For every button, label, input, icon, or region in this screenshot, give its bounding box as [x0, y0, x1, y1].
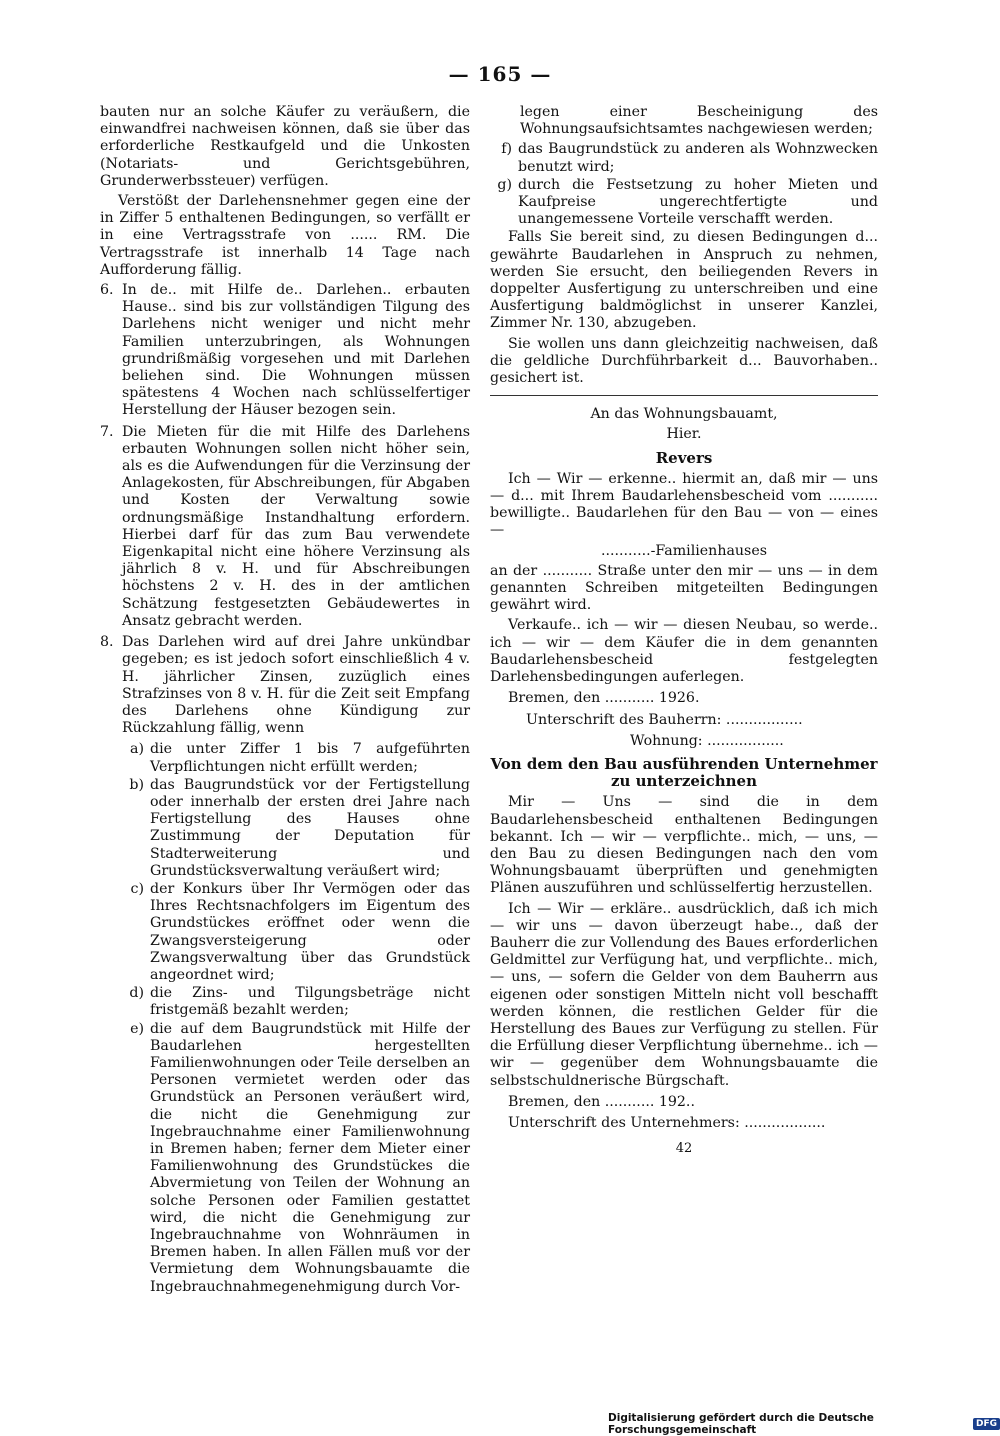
- residence-line: Wohnung: .................: [630, 732, 784, 749]
- penalty-paragraph: Verstößt der Darlehensnehmer gegen eine der in Ziffer 5 enthaltenen Bedingungen, so verfällt er in eine Vertragsstrafe von ...... RM. Die Vertragsstrafe ist innerhalb 14 Tage nach Aufforderung fällig.: [100, 193, 470, 278]
- footer-text: Digitalisierung gefördert durch die Deutsche Forschungsgemeinschaft: [608, 1412, 874, 1436]
- subitem-f: f) das Baugrundstück zu anderen als Wohnzwecken benutzt wird;: [501, 141, 878, 175]
- date-line-2: Bremen, den ........... 192..: [508, 1093, 695, 1110]
- address-line-1: An das Wohnungsbauamt,: [590, 406, 778, 423]
- subitem-d: d) die Zins- und Tilgungsbeträge nicht fristgemäß bezahlt werden;: [129, 985, 470, 1019]
- subitem-g: g) durch die Festsetzung zu hoher Mieten und Kaufpreise ungerechtfertigte und unangemessene Vorteile verschafft werden.: [497, 176, 878, 228]
- item-8-subitems: [122, 741, 470, 1296]
- contractor-paragraph-1: Mir — Uns — sind die in dem Baudarlehensbescheid enthaltenen Bedingungen bekannt. Ich — wir — verpflichte.. mich, — uns, — den Bau zu diesen Bedingungen nach den vom Wohnungsbauamt überprüften und genehmigten Plänen auszuführen und schlüsselfertig herzustellen.: [490, 794, 878, 897]
- address-line-2: Hier.: [666, 426, 702, 443]
- contractor-signature-line: Unterschrift des Unternehmers: ..................: [508, 1114, 826, 1131]
- subitem-c: c) der Konkurs über Ihr Vermögen oder das Ihres Rechtsnachfolgers im Eigentum des Grundstückes eröffnet oder wenn die Zwangsversteigerung oder Zwangsverwaltung über das Grundstück angeordnet wird;: [130, 880, 470, 983]
- subitem-b: b) das Baugrundstück vor der Fertigstellung oder innerhalb der ersten drei Jahre nach Fertigstellung des Hauses ohne Zustimmung der Deputation für Stadterweiterung und Grundstücksverwaltung veräußert wird;: [129, 776, 470, 879]
- item-8: 8. Das Darlehen wird auf drei Jahre unkündbar gegeben; es ist jedoch sofort einschließlich 4 v. H. jährlicher Zinsen, zuzüglich eines Strafzinses von 8 v. H. für die Zeit seit Empfang des Darlehens ohne Kündigung zur Rückzahlung fällig, wenn: [100, 634, 470, 737]
- page-number: — 165 —: [448, 62, 552, 86]
- owner-signature-line: Unterschrift des Bauherrn: .................: [526, 711, 803, 728]
- subitem-a: a) die unter Ziffer 1 bis 7 aufgeführten Verpflichtungen nicht erfüllt werden;: [130, 741, 470, 775]
- intro-paragraph: bauten nur an solche Käufer zu veräußern, die einwandfrei nachweisen können, daß sie über das erforderliche Restkaufgeld und die Unkosten (Notariats- und Gerichtsgebühren, Grunderwerbssteuer) verfügen.: [100, 104, 470, 189]
- item-6: 6. In de.. mit Hilfe de.. Darlehen.. erbauten Hause.. sind bis zur vollständigen Tilgung des Darlehens nicht weniger und nicht mehr Familien unterzubringen, als Wohnungen grundrißmäßig vorgesehen und mit Darlehen beliehen sind. Die Wohnungen müssen spätestens 4 Wochen nach schlüsselfertiger Herstellung der Häuser bezogen sein.: [100, 282, 470, 419]
- date-line-1: Bremen, den ........... 1926.: [508, 690, 700, 707]
- contractor-paragraph-2: Ich — Wir — erkläre.. ausdrücklich, daß ich mich — wir uns — davon überzeugt habe.., daß der Bauherr die zur Vollendung des Baues erforderlichen Geldmittel zur Verfügung hat, und verpflichte.. mich, — uns, — sofern die Gelder von dem Bauherrn aus eigenen oder sonstigen Mitteln nicht voll beschafft werden können, die restlichen Gelder für die Herstellung des Baues zur Verfügung zu stellen. Für die Erfüllung dieser Verpflichtung übernehme.. ich — wir — gegenüber dem Wohnungsbauamte die selbstschuldnerische Bürgschaft.: [490, 900, 878, 1089]
- revers-family-house: ...........-Familienhauses: [600, 542, 768, 559]
- subitem-e: e) die auf dem Baugrundstück mit Hilfe der Baudarlehen hergestellten Familienwohnungen oder Teile derselben an Personen vermietet werden oder das Grundstück an Personen veräußert wird, die nicht die Genehmigung zur Ingebrauchnahme einer Familienwohnung in Bremen haben; ferner dem Mieter einer Familienwohnung des Grundstückes die Abvermietung von Teilen der Wohnung an solche Personen oder Familien gestattet wird, die nicht die Genehmigung zur Ingebrauchnahme von Wohnräumen in Bremen haben. In allen Fällen muß vor der Vermietung dem Wohnungsbauamte die Ingebrauchnahmegenehmigung durch Vor-: [130, 1020, 470, 1295]
- dfg-logo-icon: DFG: [973, 1418, 1000, 1430]
- revers-paragraph-2: an der ........... Straße unter den mir — uns — in dem genannten Schreiben mitgeteilten Bedingungen gewährt wird.: [490, 562, 878, 614]
- revers-paragraph-1: Ich — Wir — erkenne.. hiermit an, daß mir — uns — d... mit Ihrem Baudarlehensbescheid vom ........... bewilligte.. Baudarlehen für den Bau — von — eines —: [490, 470, 878, 539]
- right-column: [490, 104, 878, 1157]
- subitem-e-continued: legen einer Bescheinigung des Wohnungsaufsichtsamtes nachgewiesen werden;: [520, 104, 878, 138]
- left-column: [100, 104, 470, 1297]
- section-divider: [490, 395, 878, 396]
- revers-paragraph-3: Verkaufe.. ich — wir — diesen Neubau, so werde.. ich — wir — dem Käufer die in dem genannten Baudarlehensbescheid festgelegten Darlehensbedingungen auferlegen.: [490, 617, 878, 686]
- funding-paragraph: Sie wollen uns dann gleichzeitig nachweisen, daß die geldliche Durchführbarkeit d... Bauvorhaben.. gesichert ist.: [490, 335, 878, 387]
- footer-credit: [608, 1412, 1000, 1436]
- acceptance-paragraph: Falls Sie bereit sind, zu diesen Bedingungen d... gewährte Baudarlehen in Anspruch zu nehmen, werden Sie ersucht, den beiliegenden Revers in doppelter Ausfertigung zu unterschreiben und eine Ausfertigung baldmöglichst in unserer Kanzlei, Zimmer Nr. 130, abzugeben.: [490, 229, 878, 332]
- revers-title: Revers: [655, 448, 713, 467]
- item-7: 7. Die Mieten für die mit Hilfe des Darlehens erbauten Wohnungen sollen nicht höher sein, als es die Aufwendungen für die Verzinsung der Anlagekosten, für Abschreibungen, für Abgaben und Kosten der Verwaltung sowie ordnungsmäßige Instandhaltung erfordern. Hierbei darf für das zum Bau verwendete Eigenkapital nicht eine höhere Verzinsung als jährlich 8 v. H. und für Abschreibungen höchstens 2 v. H. des in der amtlichen Schätzung festgesetzten Gebäudewertes in Ansatz gebracht werden.: [100, 423, 470, 629]
- contractor-title: Von dem den Bau ausführenden Unternehmer zu unterzeichnen: [490, 754, 878, 791]
- signature-number: 42: [675, 1141, 693, 1157]
